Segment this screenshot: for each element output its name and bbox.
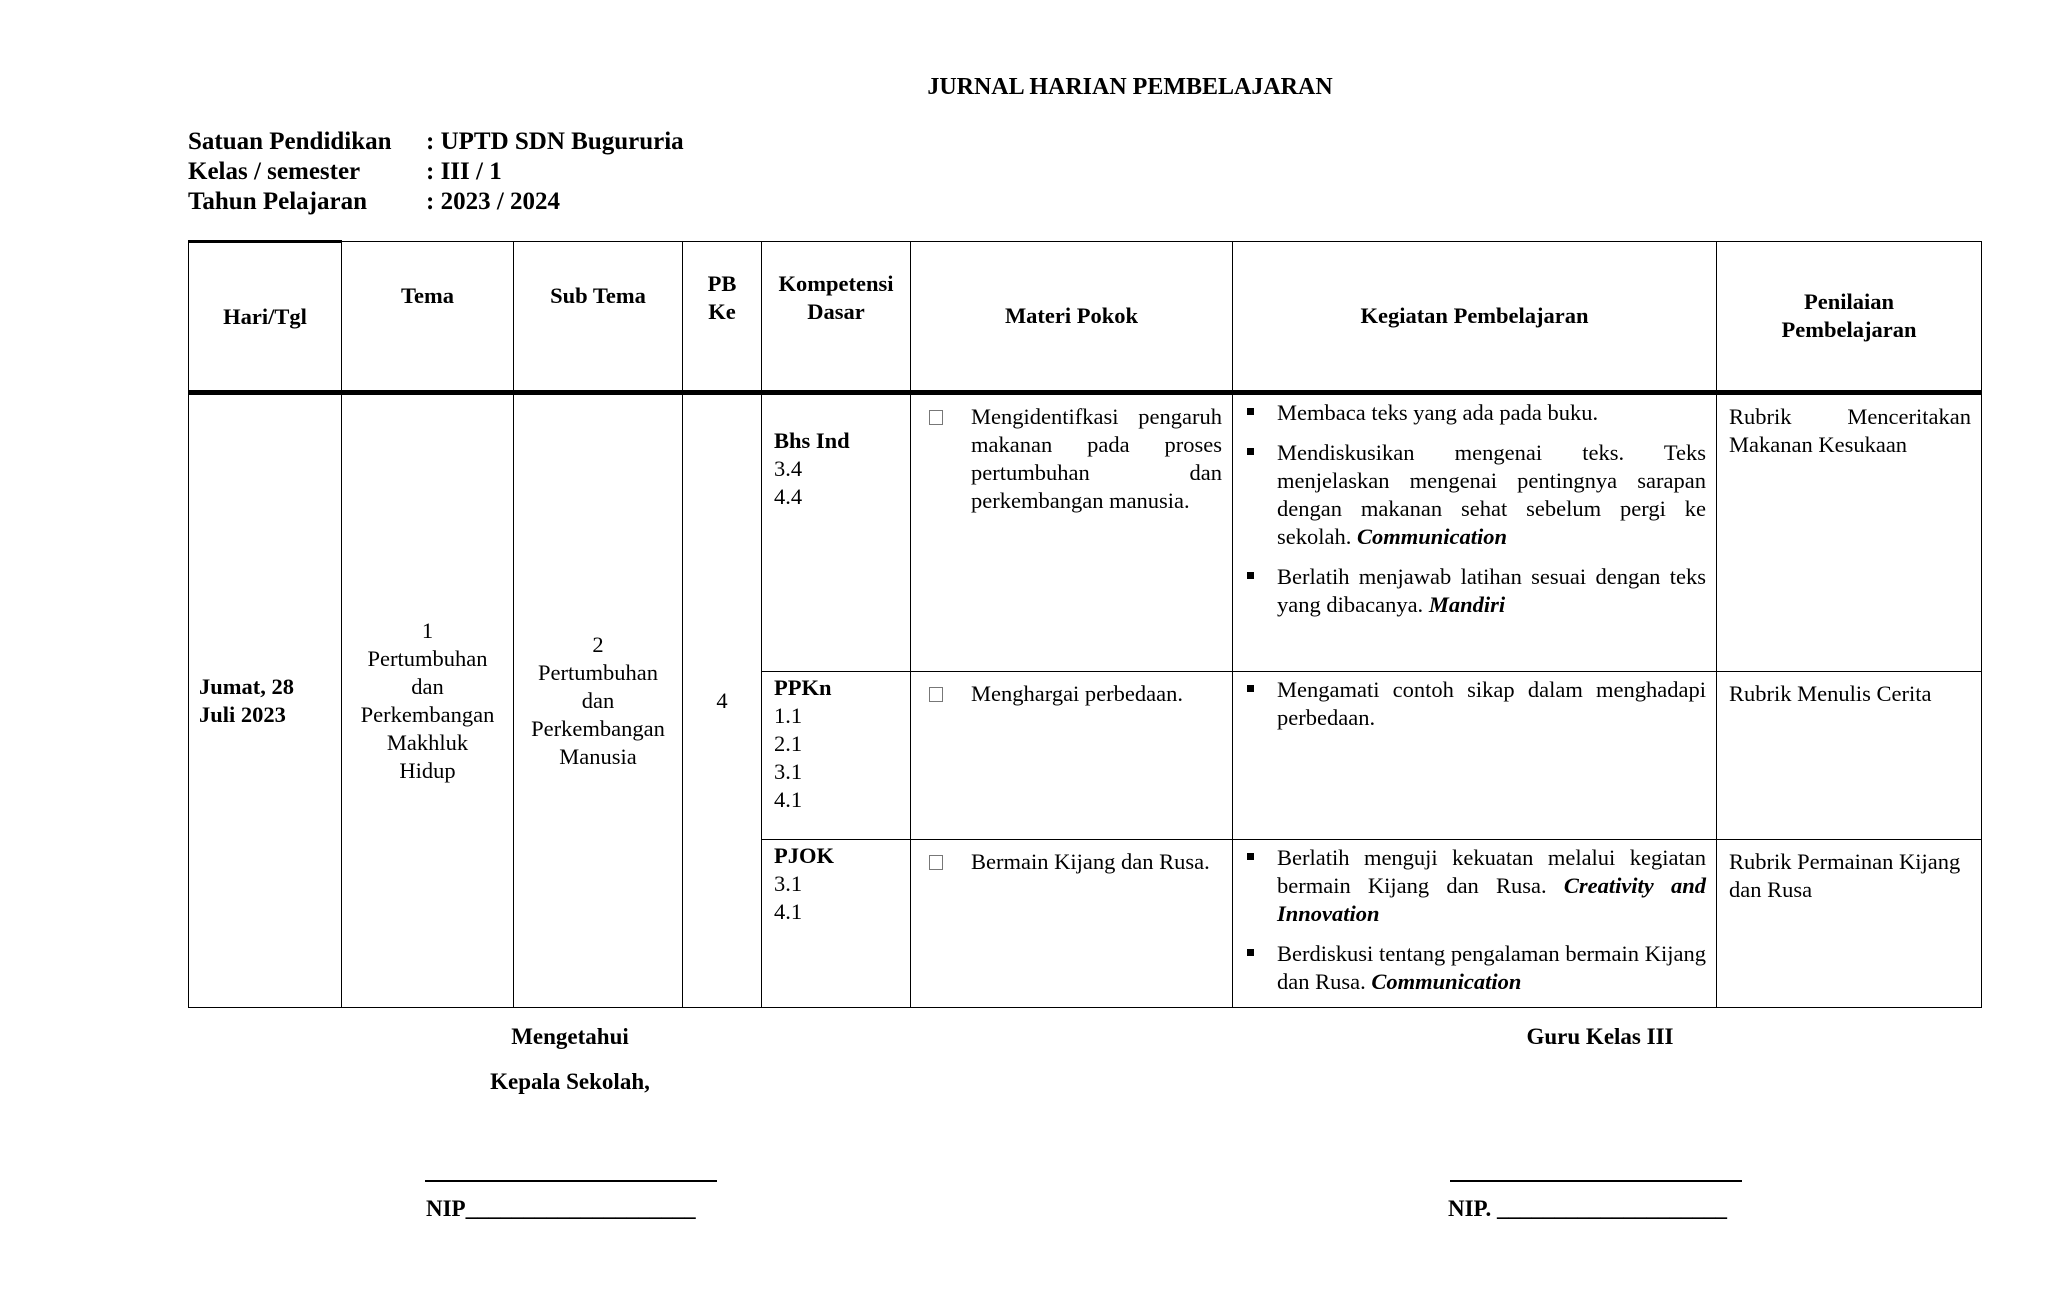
cell-materi: Menghargai perbedaan. bbox=[911, 672, 1233, 840]
cell-kd: PPKn 1.1 2.1 3.1 4.1 bbox=[762, 672, 911, 840]
bullet-icon bbox=[1247, 408, 1254, 415]
header-kegiatan: Kegiatan Pembelajaran bbox=[1233, 242, 1717, 393]
cell-kegiatan bbox=[1233, 393, 1717, 672]
signature-right-heading: Guru Kelas III bbox=[1526, 1024, 1674, 1049]
header-kd: Kompetensi Dasar bbox=[762, 242, 911, 393]
table-header-row bbox=[189, 242, 1982, 393]
cell-kd: Bhs Ind 3.4 4.4 bbox=[762, 393, 911, 672]
cell-tema: 1 Pertumbuhan dan Perkembangan Makhluk Hidup bbox=[342, 393, 514, 1008]
cell-materi: Bermain Kijang dan Rusa. bbox=[911, 840, 1233, 1008]
cell-kegiatan bbox=[1233, 840, 1717, 1008]
signature-left-title: Kepala Sekolah, bbox=[490, 1069, 650, 1094]
bullet-icon bbox=[1247, 572, 1254, 579]
list-item: Berdiskusi tentang pengalaman bermain Kijang dan Rusa. Communication bbox=[1247, 940, 1706, 996]
list-item: Berlatih menjawab latihan sesuai dengan teks yang dibacanya. Mandiri bbox=[1247, 563, 1706, 619]
header-penilaian: Penilaian Pembelajaran bbox=[1717, 242, 1982, 393]
cell-penilaian: Rubrik Permainan Kijang dan Rusa bbox=[1717, 840, 1982, 1008]
list-item: Berlatih menguji kekuatan melalui kegiatan bermain Kijang dan Rusa. Creativity and Innovation bbox=[1247, 844, 1706, 928]
signature-right-nip: NIP. ____________________ bbox=[1448, 1196, 1727, 1221]
header-subtema: Sub Tema bbox=[514, 242, 683, 393]
info-value: : III / 1 bbox=[426, 158, 502, 185]
bullet-icon bbox=[1247, 448, 1254, 455]
info-row-satuan bbox=[188, 127, 684, 157]
info-label: Kelas / semester bbox=[188, 158, 361, 185]
header-tema: Tema bbox=[342, 242, 514, 393]
bullet-icon bbox=[1247, 853, 1254, 860]
info-value: : UPTD SDN Bugururia bbox=[426, 128, 684, 155]
cell-hari: Jumat, 28 Juli 2023 bbox=[189, 393, 342, 1008]
cell-penilaian: Rubrik Menceritakan Makanan Kesukaan bbox=[1717, 393, 1982, 672]
info-value: : 2023 / 2024 bbox=[426, 188, 561, 215]
bullet-icon bbox=[1247, 685, 1254, 692]
signature-left-heading: Mengetahui bbox=[511, 1024, 629, 1049]
checkbox-icon bbox=[929, 687, 943, 702]
cell-materi: Mengidentifkasi pengaruh makanan pada proses pertumbuhan dan perkembangan manusia. bbox=[911, 393, 1233, 672]
header-hari: Hari/Tgl bbox=[189, 242, 342, 393]
signature-right-line bbox=[1450, 1180, 1742, 1182]
document-title bbox=[0, 74, 2048, 101]
cell-subtema: 2 Pertumbuhan dan Perkembangan Manusia bbox=[514, 393, 683, 1008]
journal-table bbox=[188, 240, 1982, 1008]
header-info bbox=[188, 127, 684, 217]
bullet-icon bbox=[1247, 949, 1254, 956]
list-item: Mengamati contoh sikap dalam menghadapi perbedaan. bbox=[1247, 676, 1706, 732]
table-row bbox=[189, 393, 1982, 672]
list-item: Membaca teks yang ada pada buku. bbox=[1247, 399, 1706, 427]
signature-left-line bbox=[425, 1180, 717, 1182]
header-materi: Materi Pokok bbox=[911, 242, 1233, 393]
checkbox-icon bbox=[929, 410, 943, 425]
cell-pb: 4 bbox=[683, 393, 762, 1008]
title-text: JURNAL HARIAN PEMBELAJARAN bbox=[927, 74, 1333, 100]
info-label: Satuan Pendidikan bbox=[188, 128, 392, 155]
list-item: Mendiskusikan mengenai teks. Teks menjelaskan mengenai pentingnya sarapan dengan makanan sehat sebelum pergi ke sekolah. Communication bbox=[1247, 439, 1706, 551]
signature-left-nip: NIP____________________ bbox=[426, 1196, 696, 1221]
info-row-tahun bbox=[188, 187, 684, 217]
checkbox-icon bbox=[929, 855, 943, 870]
cell-penilaian: Rubrik Menulis Cerita bbox=[1717, 672, 1982, 840]
info-row-kelas bbox=[188, 157, 684, 187]
info-label: Tahun Pelajaran bbox=[188, 188, 367, 215]
cell-kd: PJOK 3.1 4.1 bbox=[762, 840, 911, 1008]
cell-kegiatan bbox=[1233, 672, 1717, 840]
header-pb: PB Ke bbox=[683, 242, 762, 393]
